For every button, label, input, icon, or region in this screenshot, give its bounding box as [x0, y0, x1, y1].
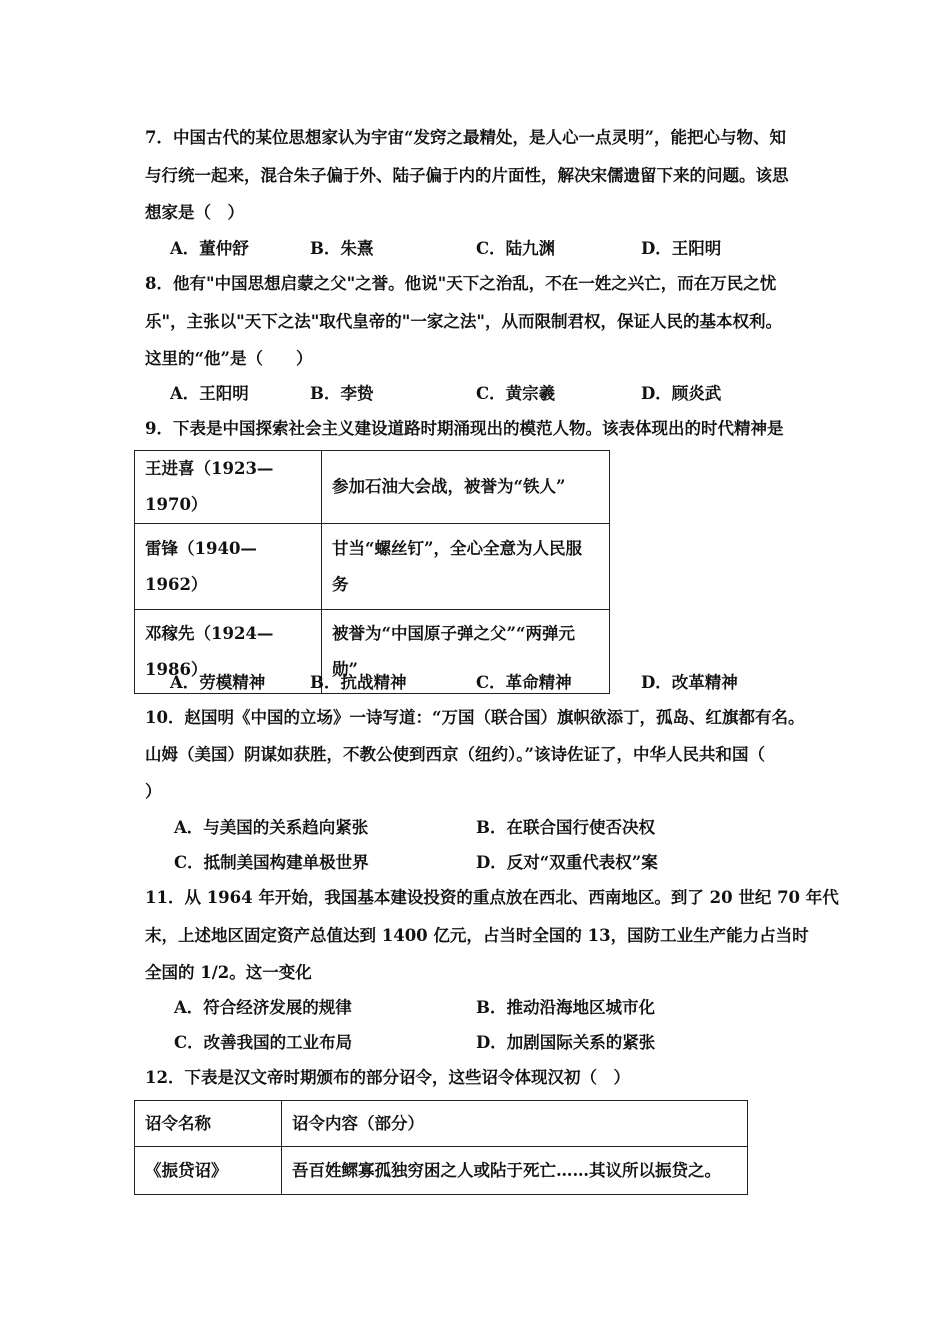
table-cell-desc — [322, 524, 610, 610]
q9-option-b[interactable]: B．抗战精神 — [310, 673, 407, 692]
q7-option-b[interactable]: B．朱熹 — [310, 239, 374, 258]
table-cell-name: 《振贷诏》 — [135, 1147, 282, 1195]
table-cell-content: 吾百姓鳏寡孤独穷困之人或阽于死亡……其议所以振贷之。 — [282, 1147, 748, 1195]
q8-option-c[interactable]: C．黄宗羲 — [476, 384, 556, 403]
q9-option-d[interactable]: D．改革精神 — [641, 673, 738, 692]
question-8-line-2: 乐"，主张以"天下之法"取代皇帝的"一家之法"，从而限制君权，保证人民的基本权利。 — [145, 312, 782, 331]
table-cell-name: 邓稼先（1924—1986） — [135, 610, 322, 694]
question-7-line-2: 与行统一起来，混合朱子偏于外、陆子偏于内的片面性，解决宋儒遗留下来的问题。该思 — [145, 166, 789, 185]
q7-option-a[interactable]: A．董仲舒 — [170, 239, 249, 258]
q8-option-b[interactable]: B．李贽 — [310, 384, 374, 403]
question-11-line-1: 11．从 1964 年开始，我国基本建设投资的重点放在西北、西南地区。到了 20 世纪 70 年代 — [145, 888, 839, 907]
desc-text: 参加石油大会战，被誉为“铁人” — [332, 477, 566, 496]
table-cell-name: 雷锋（1940—1962） — [135, 524, 322, 610]
desc-text: 勋” — [332, 659, 358, 679]
q8-option-d[interactable]: D．顾炎武 — [641, 384, 722, 403]
question-12-line-1: 12．下表是汉文帝时期颁布的部分诏令，这些诏令体现汉初（ ） — [145, 1068, 630, 1087]
q11-option-b[interactable]: B．推动沿海地区城市化 — [476, 998, 655, 1017]
table-cell-name: 王进喜（1923—1970） — [135, 451, 322, 524]
q10-option-b[interactable]: B．在联合国行使否决权 — [476, 818, 655, 837]
question-7-line-1: 7．中国古代的某位思想家认为宇宙“发窍之最精处，是人心一点灵明”，能把心与物、知 — [145, 128, 786, 147]
table-header-cell: 诏令名称 — [135, 1101, 282, 1147]
edicts-table — [134, 1100, 748, 1195]
question-8-line-3: 这里的“他”是（ ） — [145, 349, 313, 368]
table-row — [135, 1147, 748, 1195]
q11-option-d[interactable]: D．加剧国际关系的紧张 — [476, 1033, 656, 1052]
model-figures-table — [134, 450, 610, 694]
q10-option-c[interactable]: C．抵制美国构建单极世界 — [174, 853, 369, 872]
q11-option-a[interactable]: A．符合经济发展的规律 — [174, 998, 352, 1017]
question-8-line-1: 8．他有"中国思想启蒙之父"之誉。他说"天下之治乱，不在一姓之兴亡，而在万民之忧 — [145, 274, 777, 293]
table-row — [135, 524, 610, 610]
question-10-line-1: 10．赵国明《中国的立场》一诗写道：“万国（联合国）旗帜欲添丁，孤岛、红旗都有名。 — [145, 708, 805, 727]
q7-option-c[interactable]: C．陆九渊 — [476, 239, 556, 258]
q7-option-d[interactable]: D．王阳明 — [641, 239, 722, 258]
q11-option-c[interactable]: C．改善我国的工业布局 — [174, 1033, 353, 1052]
q10-option-a[interactable]: A．与美国的关系趋向紧张 — [174, 818, 369, 837]
table-cell-desc — [322, 451, 610, 524]
question-9-line-1: 9．下表是中国探索社会主义建设道路时期涌现出的模范人物。该表体现出的时代精神是 — [145, 419, 784, 438]
q8-option-a[interactable]: A．王阳明 — [170, 384, 249, 403]
question-7-line-3: 想家是（ ） — [145, 203, 244, 222]
question-10-line-2: 山姆（美国）阴谋如获胜，不教公使到西京（纽约）。”该诗佐证了，中华人民共和国（ — [145, 745, 765, 764]
table-row — [135, 451, 610, 524]
question-10-line-3: ） — [145, 782, 162, 801]
desc-text: 甘当“螺丝钉”，全心全意为人民服 — [332, 538, 582, 558]
question-11-line-3: 全国的 1/2。这一变化 — [145, 963, 312, 982]
table-header-cell: 诏令内容（部分） — [282, 1101, 748, 1147]
q10-option-d[interactable]: D．反对“双重代表权”案 — [476, 853, 658, 872]
q9-option-c[interactable]: C．革命精神 — [476, 673, 572, 692]
desc-text: 被誉为“中国原子弹之父”“两弹元 — [332, 623, 575, 643]
q9-option-a[interactable]: A．劳模精神 — [170, 673, 266, 692]
question-11-line-2: 末，上述地区固定资产总值达到 1400 亿元，占当时全国的 13，国防工业生产能力占当时 — [145, 926, 809, 945]
desc-text: 务 — [332, 574, 349, 594]
table-header-row — [135, 1101, 748, 1147]
